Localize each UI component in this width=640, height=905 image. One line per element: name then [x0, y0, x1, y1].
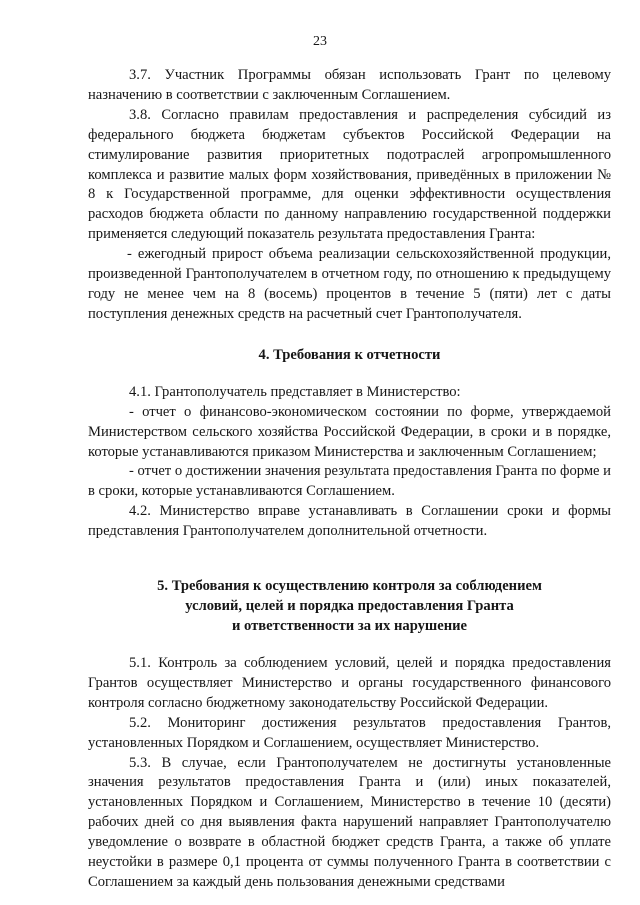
paragraph-3-8-indicator: - ежегодный прирост объема реализации сельскохозяйственной продукции, произведенной Грантополучателем в отчетном году, по отношению к предыдущему году не менее чем на 8 (восемь) процентов в течение 5 (пяти) лет с даты поступления денежных средств на расчетный счет Грантополучателя. — [88, 246, 611, 322]
paragraph-4-1-financial-report: - отчет о финансово-экономическом состоянии по форме, утверждаемой Министерством сельского хозяйства Российской Федерации, в сроки и в порядке, которые устанавливаются приказом Министерства и заключенным Соглашением; — [88, 403, 611, 460]
section-5-heading-line-3: и ответственности за их нарушение — [231, 618, 468, 635]
section-5-heading — [88, 576, 611, 636]
section-5-heading-line-1: 5. Требования к осуществлению контроля за соблюдением — [157, 578, 542, 595]
paragraph-5-3: 5.3. В случае, если Грантополучателем не достигнуты установленные значения результатов предоставления Гранта и (или) иных показателей, установленных Порядком и Соглашением, Министерство в течение 10 (десяти) рабочих дней со дня выявления факта нарушений направляет Грантополучателю уведомление о возврате в областной бюджет средств Гранта, а также об уплате неустойки в размере 0,1 процента от суммы полученного Гранта в соответствии с Соглашением за каждый день пользования денежными средствами — [88, 754, 611, 890]
paragraph-4-1: 4.1. Грантополучатель представляет в Министерство: — [129, 383, 461, 400]
paragraph-5-1: 5.1. Контроль за соблюдением условий, целей и порядка предоставления Грантов осуществляет Министерство и органы государственного финансового контроля согласно бюджетному законодательству Российской Федерации. — [88, 655, 611, 711]
paragraph-4-1-result-report: - отчет о достижении значения результата предоставления Гранта по форме и в сроки, которые устанавливаются Соглашением. — [88, 463, 611, 500]
paragraph-3-8: 3.8. Согласно правилам предоставления и распределения субсидий из федерального бюджета бюджетам субъектов Российской Федерации на стимулирование развития приоритетных подотраслей агропромышленного комплекса и развитие малых форм хозяйствования, приведённых в приложении № 8 к Государственной программе, для оценки эффективности осуществления расходов бюджета области по данному направлению государственной поддержки применяется следующий показатель результата предоставления Гранта: — [88, 106, 611, 243]
section-4-heading: 4. Требования к отчетности — [258, 346, 441, 363]
paragraph-5-2: 5.2. Мониторинг достижения результатов предоставления Грантов, установленных Порядком и Соглашением, осуществляет Министерство. — [88, 714, 611, 751]
paragraph-3-7: 3.7. Участник Программы обязан использовать Грант по целевому назначению в соответствии с заключенным Соглашением. — [88, 67, 611, 103]
paragraph-4-2: 4.2. Министерство вправе устанавливать в Соглашении сроки и формы представления Грантополучателем дополнительной отчетности. — [88, 503, 611, 540]
page-number: 23 — [313, 34, 327, 49]
document-body — [88, 66, 611, 893]
section-5-heading-line-2: условий, целей и порядка предоставления Гранта — [185, 598, 514, 615]
